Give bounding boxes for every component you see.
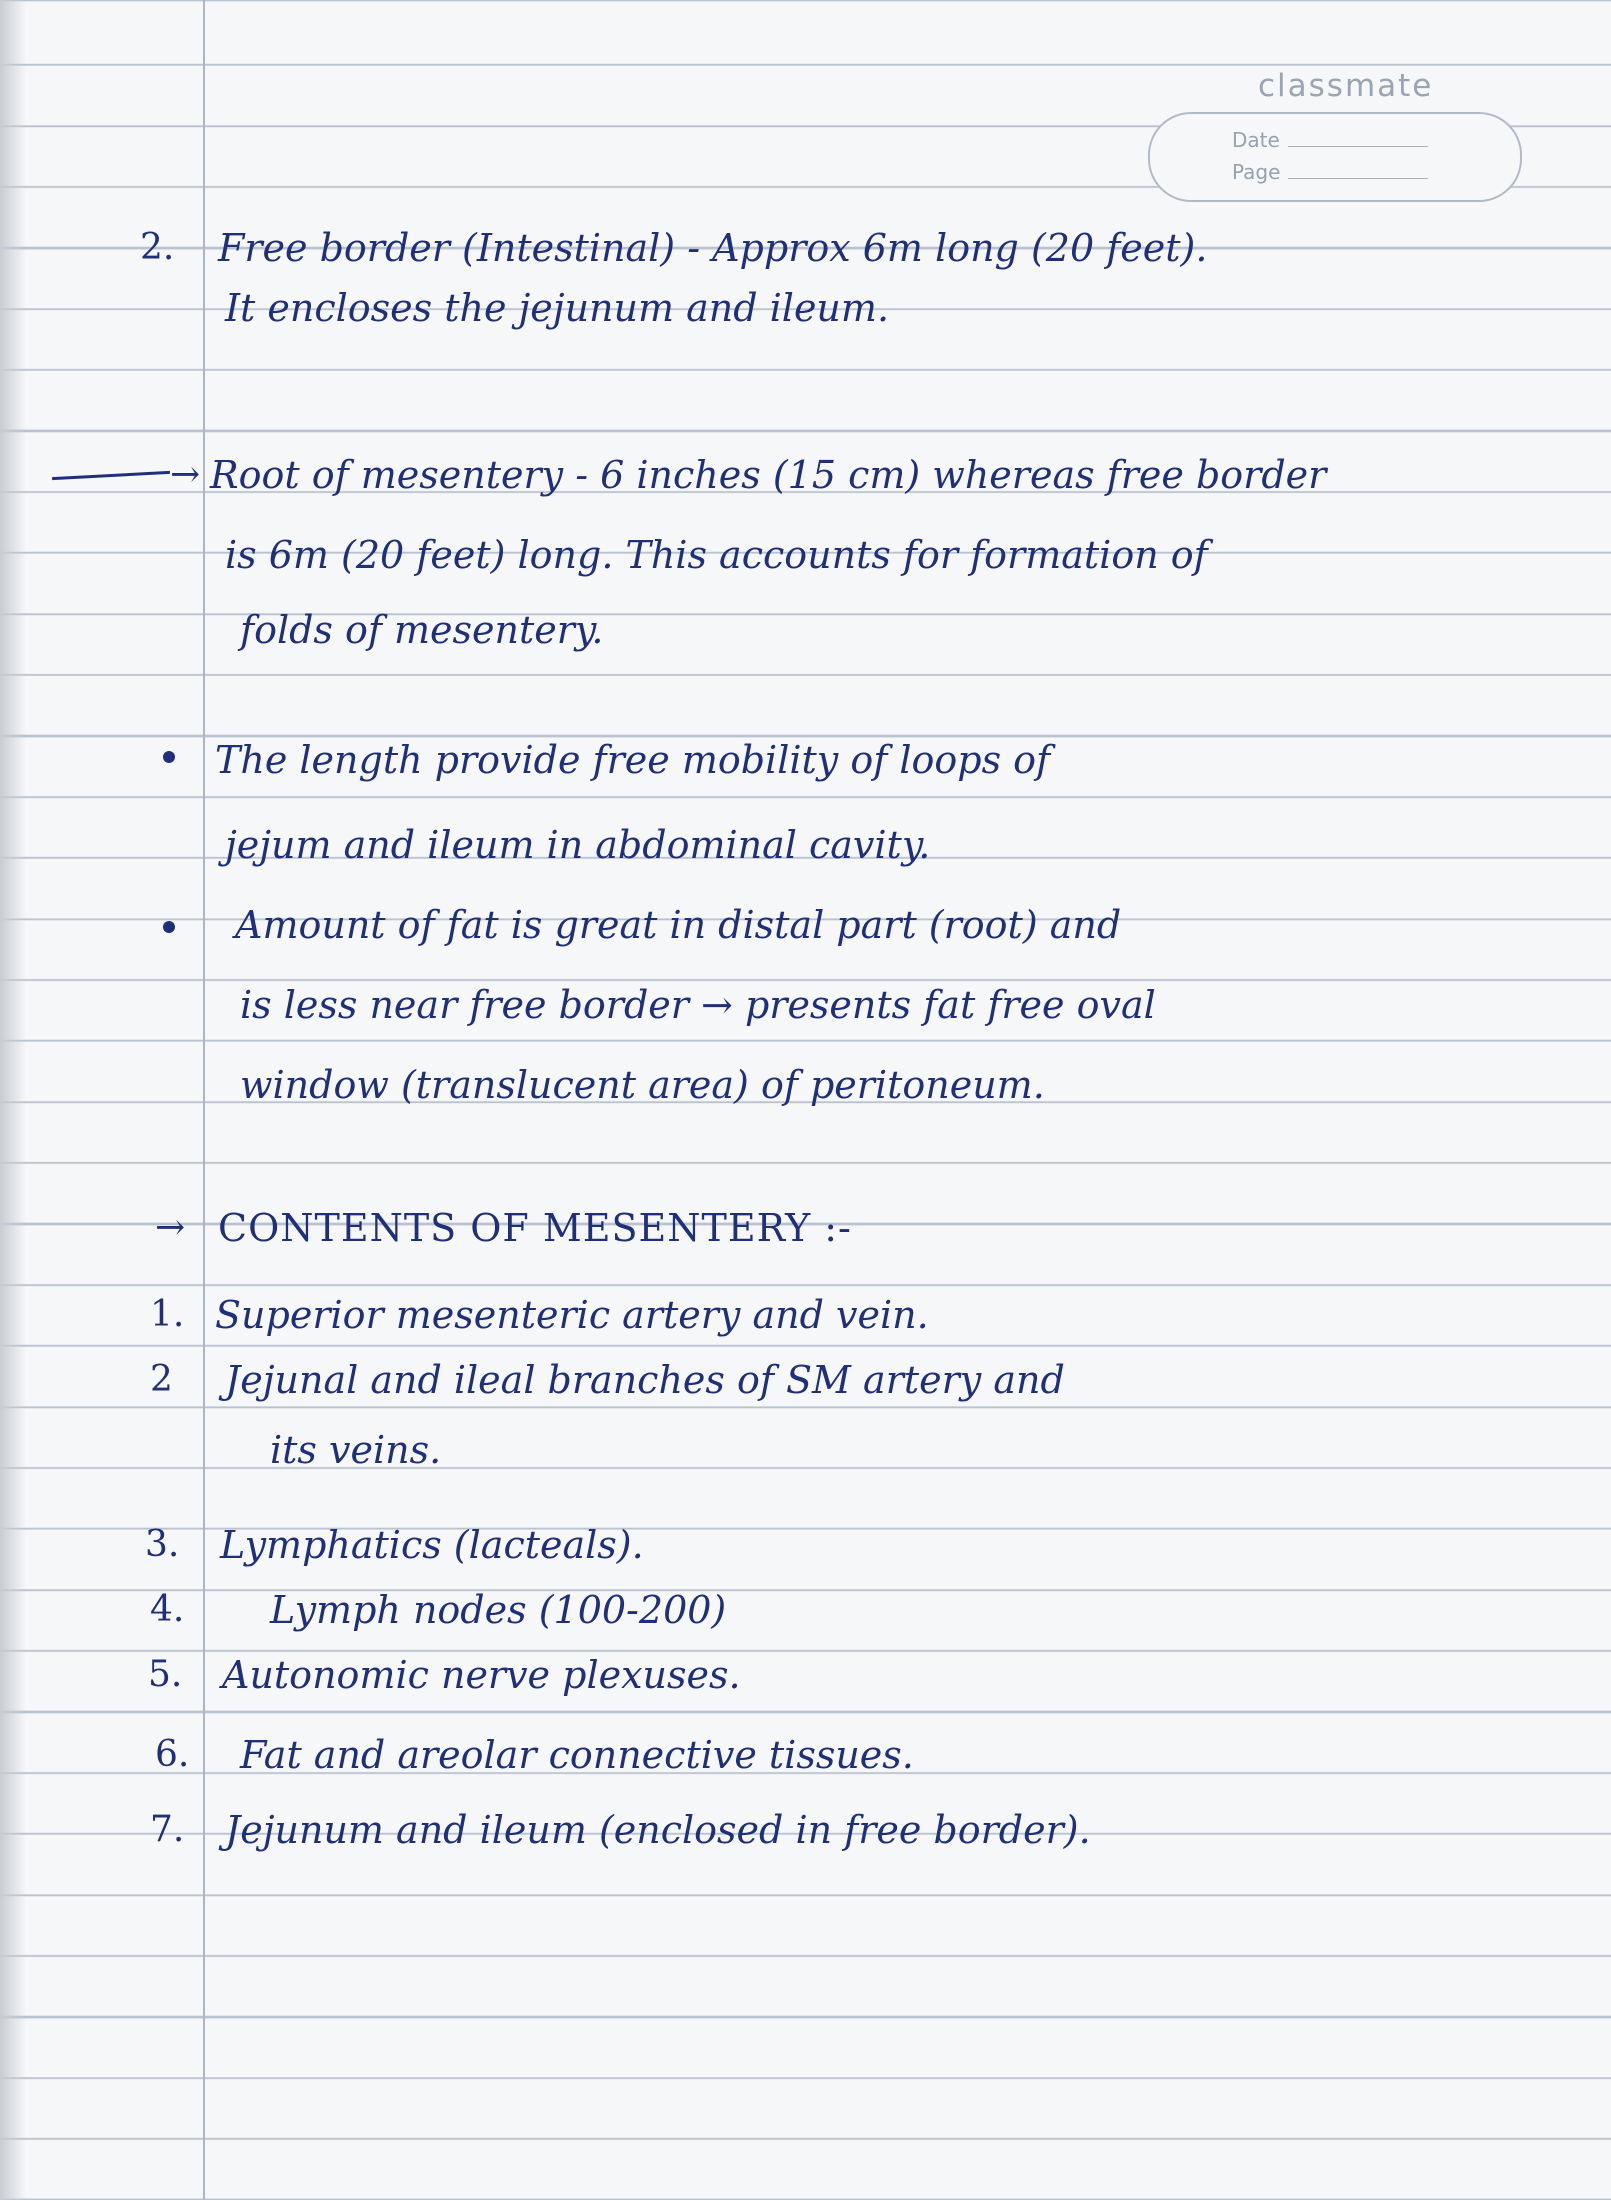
text-line: Root of mesentery - 6 inches (15 cm) whereas free border — [210, 453, 1327, 497]
list-number: 1. — [150, 1294, 185, 1335]
text-line: jejum and ileum in abdominal cavity. — [225, 823, 931, 867]
date-label: Date — [1232, 128, 1280, 152]
text-line: Amount of fat is great in distal part (root) and — [235, 903, 1122, 947]
date-field — [1232, 128, 1428, 152]
text-line: folds of mesentery. — [240, 608, 604, 652]
list-number: 6. — [155, 1734, 190, 1775]
list-number: 3. — [145, 1524, 180, 1565]
bullet-icon — [163, 751, 175, 763]
page-label: Page — [1232, 160, 1281, 184]
list-number: 2 — [150, 1359, 173, 1400]
list-item: Lymphatics (lacteals). — [220, 1523, 644, 1567]
text-line: Free border (Intestinal) - Approx 6m long (20 feet). — [218, 226, 1208, 270]
list-item: Autonomic nerve plexuses. — [222, 1653, 741, 1697]
page-field — [1232, 160, 1428, 184]
list-item: Superior mesenteric artery and vein. — [215, 1293, 929, 1337]
arrow-marker: → — [170, 454, 201, 495]
arrow-icon — [52, 471, 170, 480]
text-line: window (translucent area) of peritoneum. — [240, 1063, 1045, 1107]
date-page-box — [1148, 112, 1522, 202]
list-item: its veins. — [270, 1428, 442, 1472]
list-number: 5. — [148, 1654, 183, 1695]
text-line: It encloses the jejunum and ileum. — [225, 286, 890, 330]
text-line: The length provide free mobility of loops of — [215, 738, 1051, 782]
bullet-icon — [163, 921, 175, 933]
list-number: 4. — [150, 1589, 185, 1630]
list-item: Lymph nodes (100-200) — [270, 1588, 727, 1632]
text-line: is less near free border → presents fat free oval — [240, 983, 1156, 1027]
text-line: is 6m (20 feet) long. This accounts for formation of — [225, 533, 1208, 577]
arrow-marker: → — [155, 1207, 186, 1248]
margin-line — [203, 0, 205, 2200]
list-number: 7. — [150, 1809, 185, 1850]
list-item: Jejunal and ileal branches of SM artery and — [225, 1358, 1065, 1402]
section-heading: CONTENTS OF MESENTERY :- — [218, 1206, 852, 1250]
list-item: Jejunum and ileum (enclosed in free border). — [225, 1808, 1091, 1852]
section-number: 2. — [140, 227, 175, 268]
list-item: Fat and areolar connective tissues. — [240, 1733, 914, 1777]
brand-logo: classmate — [1258, 68, 1434, 104]
